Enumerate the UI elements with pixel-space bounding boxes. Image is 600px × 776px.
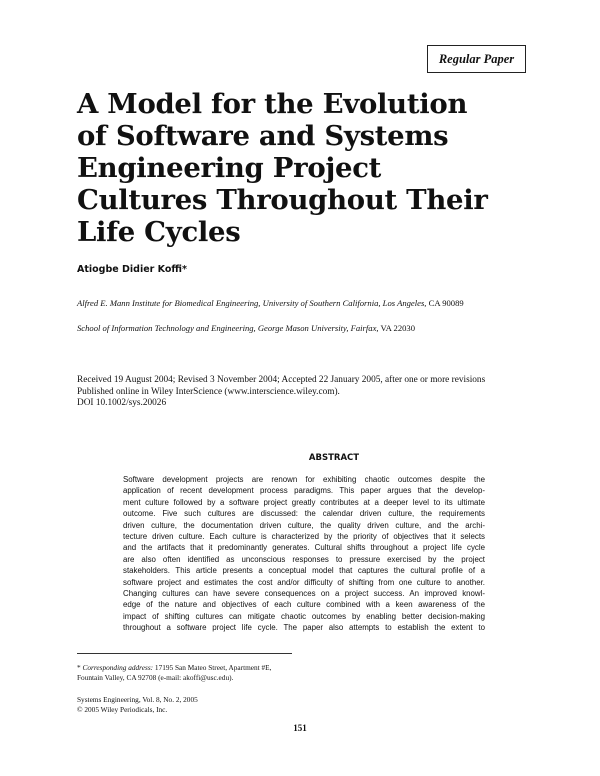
affiliation-zip: CA 90089: [426, 298, 464, 308]
author-name: Atiogbe Didier Koffi*: [77, 264, 187, 275]
affiliation-2: [77, 323, 415, 333]
abstract-line: software project and estimates the cost and/or difficulty of shifting from one culture to another.: [123, 577, 485, 587]
footnote-label: Corresponding address:: [82, 663, 154, 672]
abstract-line: Software development projects are renown for exhibiting chaotic outcomes despite the: [123, 475, 485, 484]
abstract-line: tecture driven culture. Each culture is characterized by the priority of objectives that it selects: [123, 532, 485, 542]
published-online: Published online in Wiley InterScience (www.interscience.wiley.com).: [77, 386, 340, 397]
abstract-heading: ABSTRACT: [308, 453, 360, 463]
abstract-line: outcome. Five such cultures are discussed: the calendar driven culture, the requirements: [123, 509, 485, 519]
title-line: of Software and Systems: [77, 120, 449, 152]
title-line: Life Cycles: [77, 216, 241, 248]
footnote-address: 17195 San Mateo Street, Apartment #E,: [153, 663, 272, 672]
abstract-line: throughout a software project life cycle. The paper also attempts to establish the extent to: [123, 623, 485, 633]
abstract-line: ment culture followed by a software project greatly contributes at a deeper level to its ultimate: [123, 497, 485, 507]
journal-info: [77, 695, 198, 715]
footnote-line: [77, 663, 271, 673]
abstract-line: stakeholders. This article presents a conceptual model that captures the cultural profile of a: [123, 566, 485, 576]
abstract-line: and the artifacts that it predominantly generates. Cultural shifts throughout a project life cycle: [123, 543, 485, 553]
abstract-line: edge of the nature and objectives of each culture combined with a keen awareness of the: [123, 600, 485, 610]
affiliation-institution: Alfred E. Mann Institute for Biomedical Engineering, University of Southern California, Los Angeles,: [77, 298, 427, 308]
publication-history: [77, 375, 547, 410]
footnote-divider: [77, 653, 292, 654]
copyright: © 2005 Wiley Periodicals, Inc.: [77, 705, 168, 714]
paper-title: [77, 88, 537, 248]
footnote-line: Fountain Valley, CA 92708 (e-mail: akoffi@usc.edu).: [77, 673, 234, 683]
footnote-marker: *: [77, 663, 83, 672]
affiliation-1: [77, 298, 464, 308]
journal-citation: Systems Engineering, Vol. 8, No. 2, 2005: [77, 695, 198, 704]
abstract-line: are also often identified as unconscious responses to pressure exercised by the project: [123, 554, 485, 564]
abstract-line: Changing cultures can have severe consequences on a project success. An improved knowl-: [123, 589, 485, 599]
affiliation-zip: VA 22030: [378, 323, 416, 333]
doi: DOI 10.1002/sys.20026: [77, 398, 167, 409]
abstract-line: impact of shifting cultures can mitigate chaotic outcomes by enabling better decision-making: [123, 611, 485, 621]
abstract-line: application of recent development process paradigms. This paper argues that the develop-: [123, 486, 485, 496]
title-line: A Model for the Evolution: [77, 88, 468, 120]
received-dates: Received 19 August 2004; Revised 3 November 2004; Accepted 22 January 2005, after one or more revisions: [77, 375, 486, 385]
page-number: 151: [293, 723, 307, 733]
footnote: [77, 663, 271, 684]
abstract-body: [123, 474, 485, 634]
title-line: Engineering Project: [77, 152, 382, 184]
title-line: Cultures Throughout Their: [77, 184, 488, 216]
paper-type-badge: Regular Paper: [427, 45, 526, 73]
affiliation-institution: School of Information Technology and Engineering, George Mason University, Fairfax,: [77, 323, 379, 333]
abstract-line: driven culture, the documentation driven culture, the quality driven culture, and the archi-: [123, 520, 485, 530]
